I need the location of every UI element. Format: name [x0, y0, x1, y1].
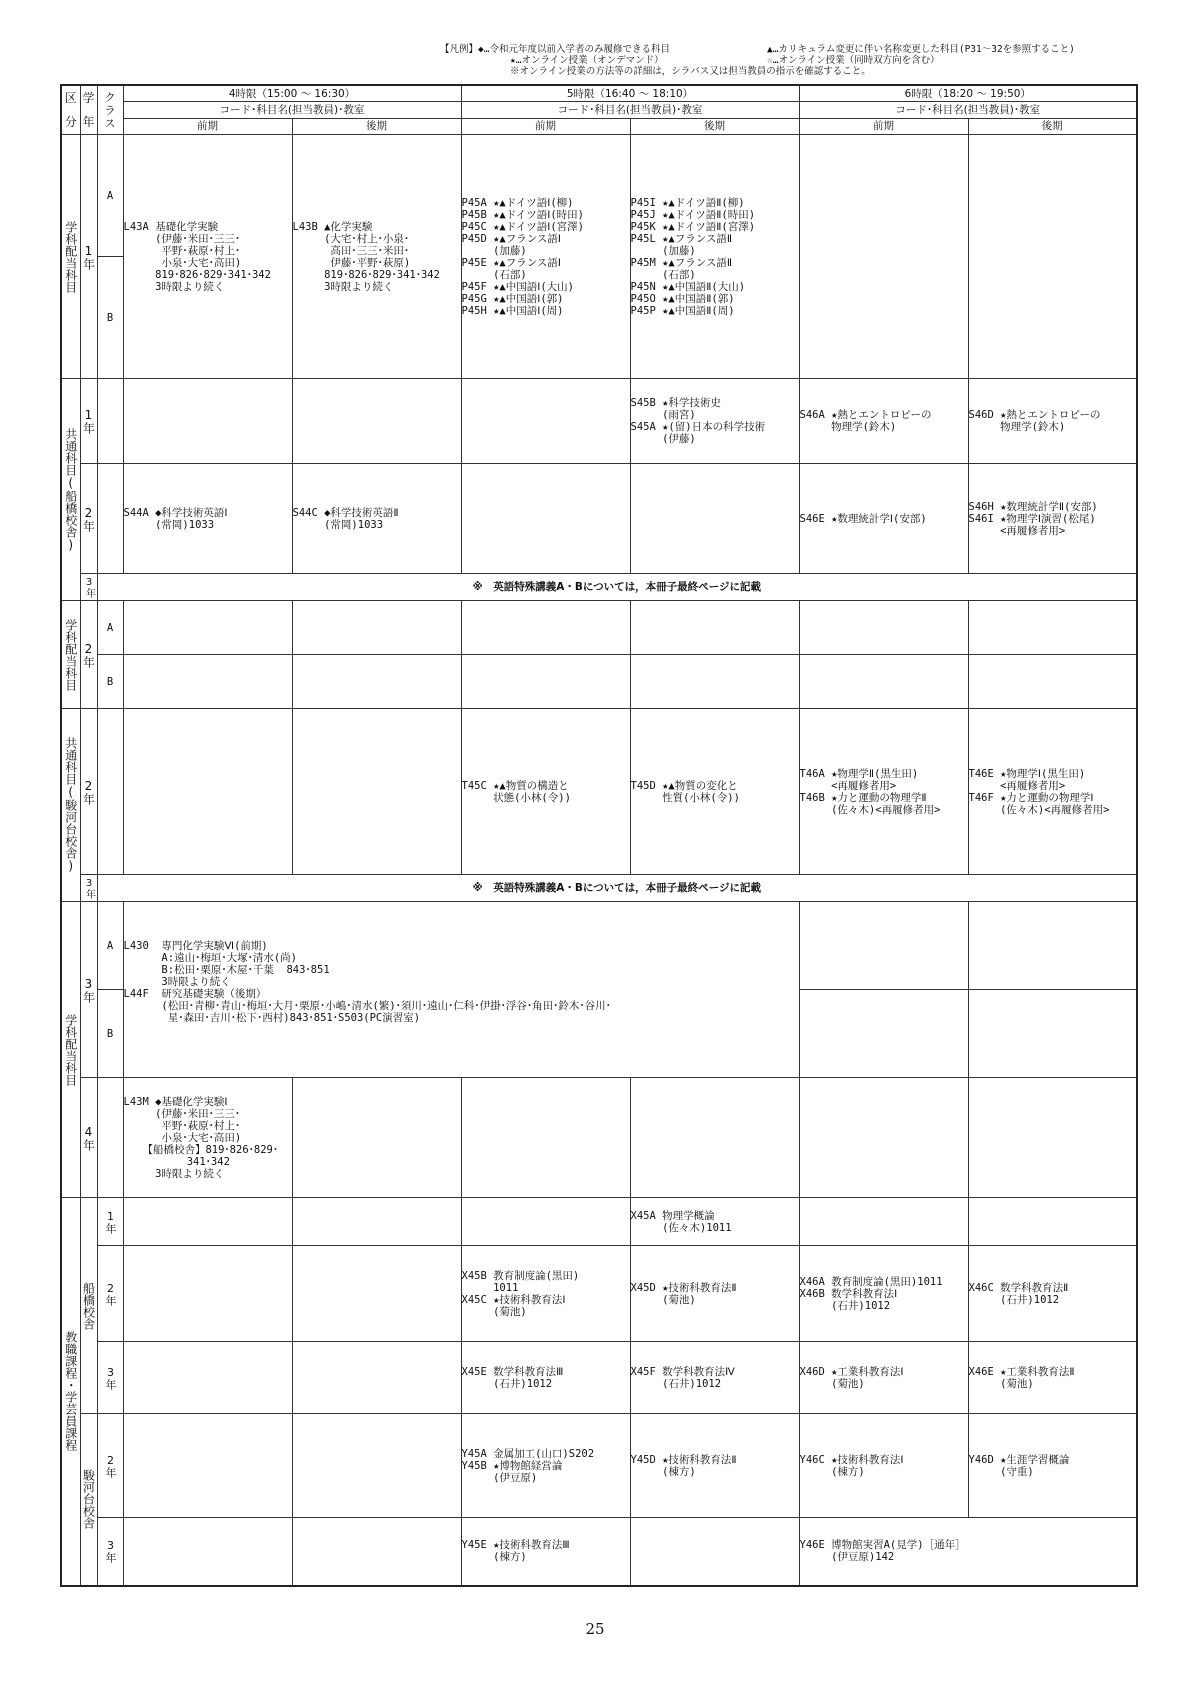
cell-s1-p6-zenki — [799, 135, 968, 379]
campus-funabashi: 船橋校舎 — [80, 1198, 97, 1414]
header-code-5: コード･科目名(担当教員)･教室 — [461, 102, 799, 119]
year-1: 1年 — [80, 135, 97, 379]
section-gakka-1: 学科配当科目 — [61, 135, 80, 379]
cell-g3b-p6-kouki — [968, 990, 1137, 1078]
header-period-4: 4時限（15:00 ～ 16:30） — [123, 85, 461, 102]
cell-ks2-p4-zenki — [123, 709, 292, 875]
cell-ks2-p4-kouki — [292, 709, 461, 875]
cell-k1-p4-zenki — [123, 379, 292, 464]
cell-ks2-p5-zenki: T45C ★▲物質の構造と 状態(小林(令)) — [461, 709, 630, 875]
year-2: 2年 — [80, 464, 97, 574]
header-kubun: 区分 — [61, 85, 80, 135]
cell-ksu2-p5-kouki: Y45D ★技術科教育法Ⅱ (棟方) — [630, 1414, 799, 1518]
section-gakka-2: 学科配当科目 — [61, 601, 80, 709]
year-3: 3年 — [97, 1518, 123, 1586]
cell-g3a-p6-kouki — [968, 902, 1137, 990]
header-kouki-6: 後期 — [968, 118, 1137, 135]
header-period-5: 5時限（16:40 ～ 18:10） — [461, 85, 799, 102]
class-a: A — [97, 601, 123, 655]
legend-line-3: ※オンライン授業の方法等の詳細は，シラバス又は担当教員の指示を確認すること。 — [510, 66, 871, 77]
legend-line-2a: ★…オンライン授業（オンデマンド） — [510, 55, 664, 66]
cell-kf3-p6-zenki: X46D ★工業科教育法Ⅰ (菊池) — [799, 1342, 968, 1414]
year-3: 3年 — [80, 574, 97, 601]
cell-kf3-p5-kouki: X45F 数学科教育法Ⅳ (石井)1012 — [630, 1342, 799, 1414]
cell-kf3-p6-kouki: X46E ★工業科教育法Ⅱ (菊池) — [968, 1342, 1137, 1414]
legend-line-1a: 【凡例】◆…令和元年度以前入学者のみ履修できる科目 — [440, 44, 670, 55]
cell-kf2-p5-zenki: X45B 教育制度論(黒田) 1011 X45C ★技術科教育法Ⅰ (菊池) — [461, 1246, 630, 1342]
cell-ksu2-p6-zenki: Y46C ★技術科教育法Ⅰ (棟方) — [799, 1414, 968, 1518]
cell-k1-p6-zenki: S46A ★熱とエントロピーの 物理学(鈴木) — [799, 379, 968, 464]
cell-kf2-p6-zenki: X46A 教育制度論(黒田)1011 X46B 数学科教育法Ⅰ (石井)1012 — [799, 1246, 968, 1342]
cell-k2-p5-kouki — [630, 464, 799, 574]
header-kouki-5: 後期 — [630, 118, 799, 135]
class-b: B — [97, 257, 123, 379]
cell-ks2-p6-zenki: T46A ★物理学Ⅱ(黒生田) <再履修者用> T46B ★力と運動の物理学Ⅱ (佐々木)<再履修者用> — [799, 709, 968, 875]
cell-s1-p4-zenki: L43A 基礎化学実験 (伊藤･米田･三三･ 平野･萩原･村上･ 小泉･大宅･高田) 819･826･829･341･342 3時限より続く — [123, 135, 292, 379]
cell-ksu2-p6-kouki: Y46D ★生涯学習概論 (守重) — [968, 1414, 1137, 1518]
year-3: 3年 — [80, 875, 97, 902]
page-number: 25 — [585, 1620, 605, 1638]
section-kyoshoku: 教職課程･学芸員課程 — [61, 1198, 80, 1586]
section-gakka-3: 学科配当科目 — [61, 902, 80, 1198]
header-zenki-4: 前期 — [123, 118, 292, 135]
year-2: 2年 — [97, 1246, 123, 1342]
cell-k2-p6-zenki: S46E ★数理統計学Ⅰ(安部) — [799, 464, 968, 574]
header-zenki-6: 前期 — [799, 118, 968, 135]
timetable — [60, 84, 1138, 1587]
cell-kf2-p6-kouki: X46C 数学科教育法Ⅱ (石井)1012 — [968, 1246, 1137, 1342]
header-code-4: コード･科目名(担当教員)･教室 — [123, 102, 461, 119]
year-2: 2年 — [80, 709, 97, 875]
cell-kf1-p5-kouki: X45A 物理学概論 (佐々木)1011 — [630, 1198, 799, 1246]
english-note: ※ 英語特殊講義A・Bについては，本冊子最終ページに記載 — [97, 574, 1137, 601]
header-class: クラス — [97, 85, 123, 135]
cell-ks2-p5-kouki: T45D ★▲物質の変化と 性質(小林(令)) — [630, 709, 799, 875]
section-kyoutsu-funabashi: 共通科目(船橋校舎) — [61, 379, 80, 601]
year-4: 4年 — [80, 1078, 97, 1198]
class-b: B — [97, 990, 123, 1078]
year-1: 1年 — [80, 379, 97, 464]
cell-kf2-p5-kouki: X45D ★技術科教育法Ⅱ (菊池) — [630, 1246, 799, 1342]
header-kouki-4: 後期 — [292, 118, 461, 135]
header-period-6: 6時限（18:20 ～ 19:50） — [799, 85, 1137, 102]
cell-g3b-p6-zenki — [799, 990, 968, 1078]
year-1: 1年 — [97, 1198, 123, 1246]
year-2: 2年 — [80, 601, 97, 709]
cell-kf3-p5-zenki: X45E 数学科教育法Ⅲ (石井)1012 — [461, 1342, 630, 1414]
cell-ksu3-p6: Y46E 博物館実習A(見学)［通年］ (伊豆原)142 — [799, 1518, 1137, 1586]
legend-line-1b: ▲…カリキュラム変更に伴い名称変更した科目(P31～32を参照すること) — [767, 44, 1075, 55]
class-b: B — [97, 655, 123, 709]
cell-g4-p4-zenki: L43M ◆基礎化学実験Ⅰ (伊藤･米田･三三･ 平野･萩原･村上･ 小泉･大宅･高田) 【船橋校舎】819･826･829･ 341･342 3時限より続く — [123, 1078, 292, 1198]
cell-k1-p5-zenki — [461, 379, 630, 464]
cell-ks2-p6-kouki: T46E ★物理学Ⅰ(黒生田) <再履修者用> T46F ★力と運動の物理学Ⅰ (佐々木)<再履修者用> — [968, 709, 1137, 875]
cell-k1-p6-kouki: S46D ★熱とエントロピーの 物理学(鈴木) — [968, 379, 1137, 464]
header-code-6: コード･科目名(担当教員)･教室 — [799, 102, 1137, 119]
cell-k2-p6-kouki: S46H ★数理統計学Ⅱ(安部) S46I ★物理学Ⅰ演習(松尾) <再履修者用> — [968, 464, 1137, 574]
year-3: 3年 — [80, 902, 97, 1078]
cell-s1-p6-kouki — [968, 135, 1137, 379]
cell-k2-p5-zenki — [461, 464, 630, 574]
cell-k1-p4-kouki — [292, 379, 461, 464]
cell-k2-p4-kouki: S44C ◆科学技術英語Ⅱ (常岡)1033 — [292, 464, 461, 574]
class-a: A — [97, 902, 123, 990]
cell-ksu2-p5-zenki: Y45A 金属加工(山口)S202 Y45B ★博物館経営論 (伊豆原) — [461, 1414, 630, 1518]
campus-surugadai: 駿河台校舎 — [80, 1414, 97, 1586]
cell-ksu3-p5-zenki: Y45E ★技術科教育法Ⅲ (棟方) — [461, 1518, 630, 1586]
section-kyoutsu-surugadai: 共通科目(駿河台校舎) — [61, 709, 80, 902]
header-zenki-5: 前期 — [461, 118, 630, 135]
legend-line-2b: ☆…オンライン授業（同時双方向を含む） — [767, 55, 940, 66]
cell-k2-p4-zenki: S44A ◆科学技術英語Ⅰ (常岡)1033 — [123, 464, 292, 574]
cell-s1-p4-kouki: L43B ▲化学実験 (大宅･村上･小泉･ 高田･三三･米田･ 伊藤･平野･萩原) 819･826･829･341･342 3時限より続く — [292, 135, 461, 379]
cell-s1-p5-zenki: P45A ★▲ドイツ語Ⅰ(柳) P45B ★▲ドイツ語Ⅰ(時田) P45C ★▲ドイツ語Ⅰ(宮澤) P45D ★▲フランス語Ⅰ (加藤) P45E ★▲フランス語Ⅰ (石部) P45F ★▲中国語Ⅰ(大山) P45G ★▲中国語Ⅰ(郭) P45H ★▲中国語Ⅰ(周) — [461, 135, 630, 379]
english-note-2: ※ 英語特殊講義A・Bについては，本冊子最終ページに記載 — [97, 875, 1137, 902]
cell-s1-p5-kouki: P45I ★▲ドイツ語Ⅱ(柳) P45J ★▲ドイツ語Ⅱ(時田) P45K ★▲ドイツ語Ⅱ(宮澤) P45L ★▲フランス語Ⅱ (加藤) P45M ★▲フランス語Ⅱ (石部) P45N ★▲中国語Ⅱ(大山) P45O ★▲中国語Ⅱ(郭) P45P ★▲中国語Ⅱ(周) — [630, 135, 799, 379]
year-3: 3年 — [97, 1342, 123, 1414]
year-2: 2年 — [97, 1414, 123, 1518]
cell-g3-wide: L430 専門化学実験Ⅵ(前期) A:遠山･梅垣･大塚･清水(尚) B:松田･栗原･木屋･千葉 843･851 3時限より続く L44F 研究基礎実験（後期） (松田･青柳･青山･梅垣･大月･栗原･小嶋･清水(繁)･須川･遠山･仁科･伊掛･浮谷･角田･鈴木･谷川･ 星･森田･吉川･松下･西村)843･851･S503(PC演習室) — [123, 902, 799, 1078]
cell-k1-p5-kouki: S45B ★科学技術史 (雨宮) S45A ★(留)日本の科学技術 (伊藤) — [630, 379, 799, 464]
cell-g3a-p6-zenki — [799, 902, 968, 990]
class-a: A — [97, 135, 123, 257]
header-gakunen: 学年 — [80, 85, 97, 135]
